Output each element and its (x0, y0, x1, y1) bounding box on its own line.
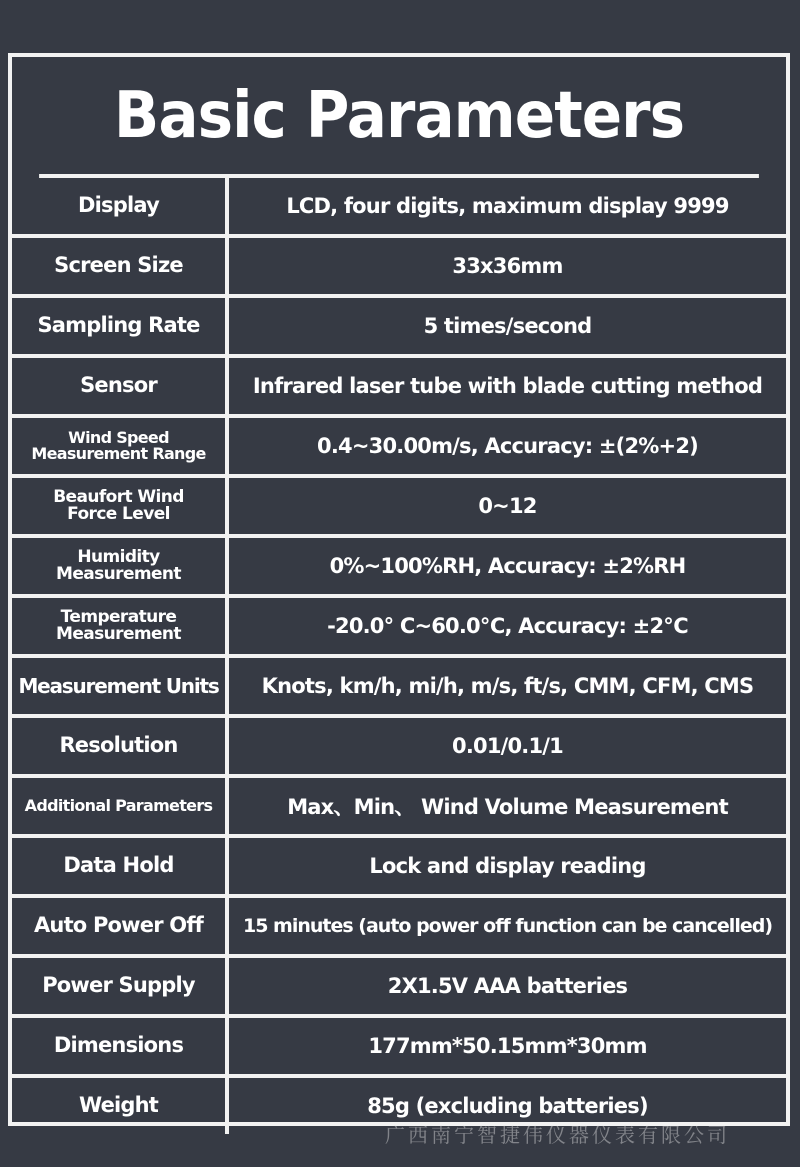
row-label: Display (12, 178, 229, 234)
table-row (12, 178, 786, 238)
row-value: Knots, km/h, mi/h, m/s, ft/s, CMM, CFM, CMS (261, 674, 754, 698)
row-value: 0%~100%RH, Accuracy: ±2%RH (329, 554, 686, 578)
row-label: Sampling Rate (12, 298, 229, 354)
row-label: Weight (12, 1078, 229, 1134)
company-watermark: 广西南宁智捷伟仪器仪表有限公司 (385, 1123, 730, 1147)
row-value: LCD, four digits, maximum display 9999 (286, 194, 729, 218)
row-value: 0.01/0.1/1 (452, 734, 563, 758)
table-row (12, 598, 786, 658)
row-value: 33x36mm (452, 254, 563, 278)
row-label: Sensor (12, 358, 229, 414)
table-row (12, 658, 786, 718)
table-row (12, 238, 786, 298)
table-row (12, 1018, 786, 1078)
parameter-rows (12, 178, 786, 1134)
row-value: 0.4~30.00m/s, Accuracy: ±(2%+2) (317, 434, 698, 458)
table-row (12, 478, 786, 538)
parameters-table (8, 53, 790, 1126)
row-value: Infrared laser tube with blade cutting method (252, 374, 763, 398)
row-label: Additional Parameters (12, 778, 229, 834)
table-row (12, 958, 786, 1018)
table-row (12, 898, 786, 958)
row-label: Data Hold (12, 838, 229, 894)
row-label: Wind Speed Measurement Range (12, 418, 229, 474)
row-label: Temperature Measurement (12, 598, 229, 654)
row-value: 0~12 (478, 494, 537, 518)
row-value: 15 minutes (auto power off function can be cancelled) (242, 915, 773, 937)
row-value: -20.0° C~60.0℃, Accuracy: ±2℃ (327, 614, 688, 638)
row-label: Humidity Measurement (12, 538, 229, 594)
table-row (12, 838, 786, 898)
row-value: 2X1.5V AAA batteries (387, 974, 628, 998)
row-label: Resolution (12, 718, 229, 774)
row-label: Power Supply (12, 958, 229, 1014)
row-label: Auto Power Off (12, 898, 229, 954)
page-title: Basic Parameters (39, 57, 759, 178)
row-value: 177mm*50.15mm*30mm (368, 1034, 647, 1058)
row-label: Beaufort Wind Force Level (12, 478, 229, 534)
row-label: Dimensions (12, 1018, 229, 1074)
row-label: Measurement Units (12, 658, 229, 714)
table-row (12, 298, 786, 358)
row-value: Max、Min、 Wind Volume Measurement (287, 795, 728, 819)
table-row (12, 778, 786, 838)
table-row (12, 358, 786, 418)
row-value: 85g (excluding batteries) (367, 1094, 648, 1118)
table-row (12, 718, 786, 778)
table-row (12, 418, 786, 478)
table-row (12, 538, 786, 598)
row-value: 5 times/second (423, 314, 592, 338)
row-label: Screen Size (12, 238, 229, 294)
row-value: Lock and display reading (369, 854, 646, 878)
